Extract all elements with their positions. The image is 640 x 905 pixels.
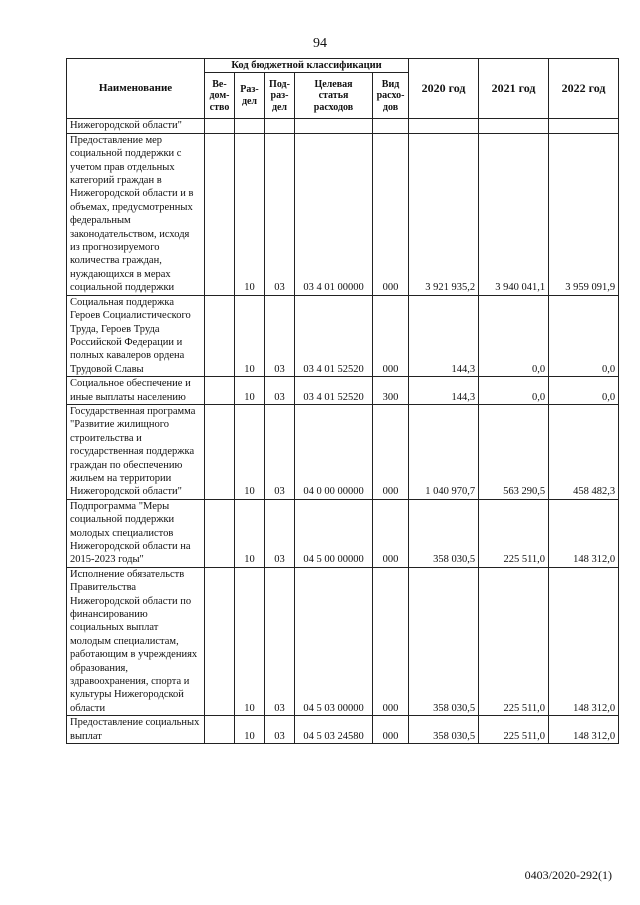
row-razdel [235,119,265,133]
table-row [67,119,619,133]
header-expense-type: Вид расхо- дов [373,73,409,119]
row-razdel: 10 [235,567,265,715]
row-target-article: 03 4 01 00000 [295,133,373,295]
header-year-2022: 2022 год [549,59,619,119]
row-vedomstvo [205,295,235,376]
row-razdel: 10 [235,377,265,405]
row-amount-2022: 148 312,0 [549,567,619,715]
row-amount-2020: 358 030,5 [409,499,479,567]
row-razdel: 10 [235,295,265,376]
row-podrazdel [265,119,295,133]
header-podrazdel: Под- раз- дел [265,73,295,119]
row-amount-2022 [549,119,619,133]
row-amount-2022: 3 959 091,9 [549,133,619,295]
row-name: Социальная поддержка Героев Социалистического Труда, Героев Труда Российской Федерации и полных кавалеров ордена Трудовой Славы [67,295,205,376]
header-vedomstvo: Ве- дом- ство [205,73,235,119]
row-vedomstvo [205,716,235,744]
header-name: Наименование [67,59,205,119]
budget-table [66,58,619,744]
row-name: Нижегородской области" [67,119,205,133]
row-amount-2022: 148 312,0 [549,499,619,567]
table-row [67,295,619,376]
row-amount-2021: 563 290,5 [479,404,549,499]
row-expense-type: 000 [373,404,409,499]
row-vedomstvo [205,499,235,567]
row-podrazdel: 03 [265,133,295,295]
table-row [67,567,619,715]
row-amount-2020: 358 030,5 [409,716,479,744]
row-amount-2021: 3 940 041,1 [479,133,549,295]
header-year-2020: 2020 год [409,59,479,119]
row-name: Исполнение обязательств Правительства Нижегородской области по финансированию социальных выплат молодым специалистам, работающим в учреждениях образования, здравоохранения, спорта и культуры Нижегородской области [67,567,205,715]
row-amount-2020: 144,3 [409,377,479,405]
row-amount-2021: 0,0 [479,377,549,405]
row-name: Предоставление мер социальной поддержки с учетом прав отдельных категорий граждан в Нижегородской области и в объемах, предусмотренных федеральным законодательством, исходя из прогнозируемого количества граждан, нуждающихся в мерах социальной поддержки [67,133,205,295]
row-amount-2020 [409,119,479,133]
row-amount-2022: 458 482,3 [549,404,619,499]
row-vedomstvo [205,404,235,499]
row-name: Социальное обеспечение и иные выплаты населению [67,377,205,405]
row-target-article: 04 5 03 00000 [295,567,373,715]
table-row [67,133,619,295]
row-vedomstvo [205,119,235,133]
row-target-article: 03 4 01 52520 [295,377,373,405]
row-expense-type [373,119,409,133]
row-name: Предоставление социальных выплат [67,716,205,744]
row-amount-2020: 144,3 [409,295,479,376]
row-amount-2021: 225 511,0 [479,716,549,744]
header-razdel: Раз- дел [235,73,265,119]
document-code: 0403/2020-292(1) [524,868,612,882]
row-podrazdel: 03 [265,499,295,567]
row-podrazdel: 03 [265,716,295,744]
row-razdel: 10 [235,133,265,295]
row-podrazdel: 03 [265,377,295,405]
row-target-article: 04 0 00 00000 [295,404,373,499]
row-expense-type: 000 [373,133,409,295]
header-target-article: Целевая статья расходов [295,73,373,119]
row-amount-2020: 1 040 970,7 [409,404,479,499]
table-row [67,377,619,405]
row-target-article: 03 4 01 52520 [295,295,373,376]
row-razdel: 10 [235,716,265,744]
page-number: 94 [313,36,327,51]
row-expense-type: 000 [373,499,409,567]
row-amount-2022: 0,0 [549,377,619,405]
row-name: Государственная программа "Развитие жилищного строительства и государственная поддержка граждан по обеспечению жильем на территории Нижегородской области" [67,404,205,499]
row-razdel: 10 [235,404,265,499]
row-amount-2022: 0,0 [549,295,619,376]
row-amount-2021 [479,119,549,133]
row-target-article [295,119,373,133]
row-podrazdel: 03 [265,404,295,499]
header-year-2021: 2021 год [479,59,549,119]
row-amount-2021: 225 511,0 [479,567,549,715]
row-vedomstvo [205,567,235,715]
row-expense-type: 000 [373,716,409,744]
row-amount-2020: 358 030,5 [409,567,479,715]
table-row [67,404,619,499]
row-amount-2021: 0,0 [479,295,549,376]
table-row [67,716,619,744]
row-podrazdel: 03 [265,567,295,715]
row-vedomstvo [205,377,235,405]
row-amount-2022: 148 312,0 [549,716,619,744]
row-expense-type: 300 [373,377,409,405]
row-expense-type: 000 [373,567,409,715]
row-podrazdel: 03 [265,295,295,376]
row-amount-2020: 3 921 935,2 [409,133,479,295]
row-name: Подпрограмма "Меры социальной поддержки молодых специалистов Нижегородской области на 2015-2023 годы" [67,499,205,567]
header-code-group: Код бюджетной классификации [205,59,409,73]
row-expense-type: 000 [373,295,409,376]
row-target-article: 04 5 03 24580 [295,716,373,744]
row-razdel: 10 [235,499,265,567]
table-row [67,499,619,567]
row-amount-2021: 225 511,0 [479,499,549,567]
row-vedomstvo [205,133,235,295]
row-target-article: 04 5 00 00000 [295,499,373,567]
